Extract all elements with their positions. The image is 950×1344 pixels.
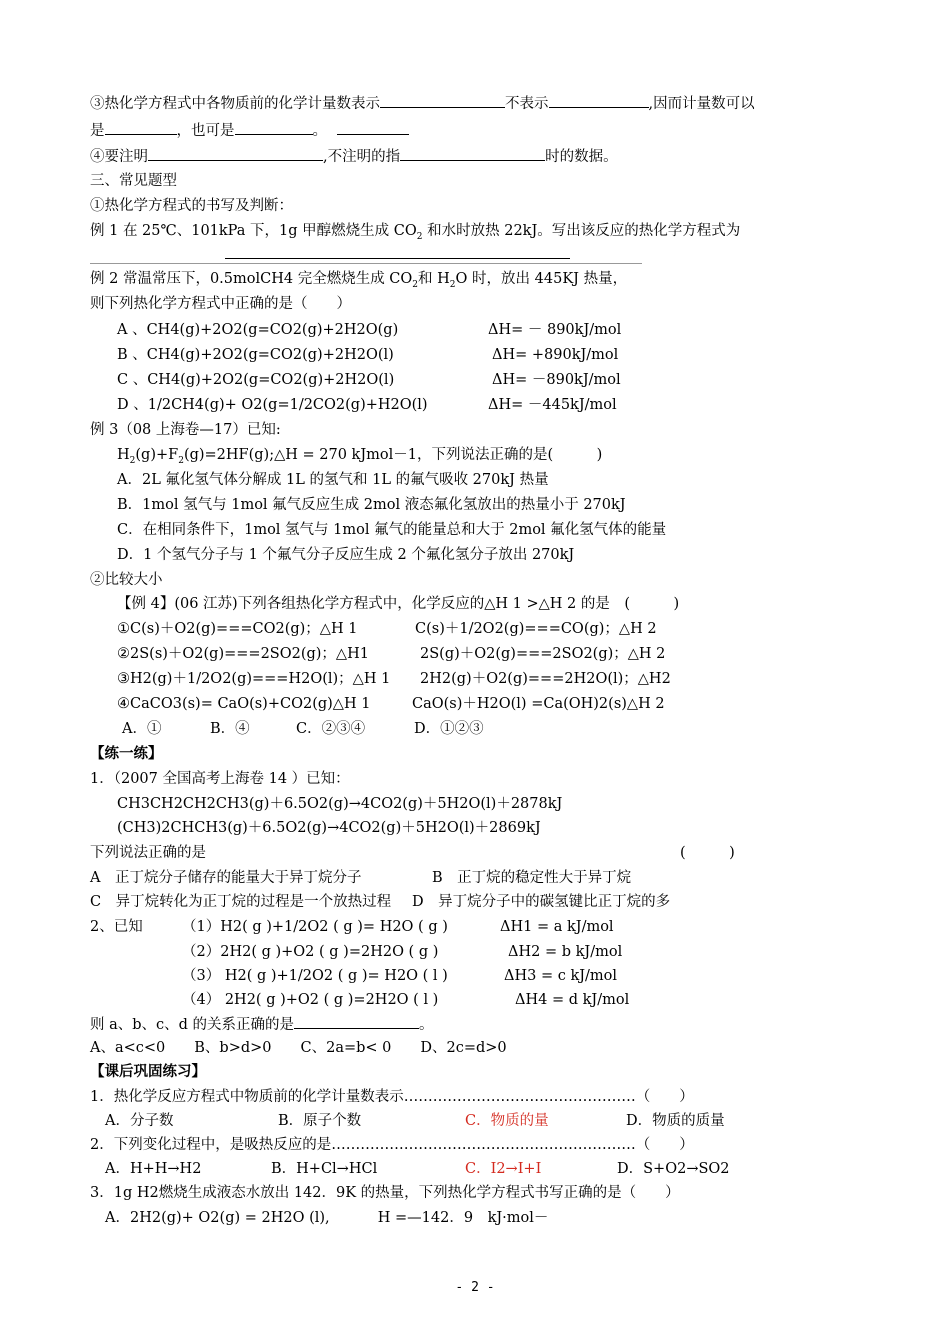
r3-option-a: A．2H2(g)+ O2(g) = 2H2O (l), H =—142．9 kJ·mol－ <box>105 1210 549 1226</box>
example-4: 【例 4】(06 江苏)下列各组热化学方程式中，化学反应的△H 1 >△H 2 的是 ( ) <box>117 596 680 612</box>
ex2-option-b: B 、CH4(g)+2O2(g=CO2(g)+2H2O(l) <box>117 347 394 363</box>
review-3: 3．1g H2燃烧生成液态水放出 142．9K 的热量，下列热化学方程式书写正确的是（ ） <box>90 1185 680 1201</box>
r1-option-b: B．原子个数 <box>278 1113 362 1129</box>
p2-dh3: ΔH3 = c kJ/mol <box>504 968 618 984</box>
review-2: 2．下列变化过程中，是吸热反应的是………………………………………………………（ ） <box>90 1137 694 1153</box>
practice-1-eq2: (CH3)2CHCH3(g)＋6.5O2(g)→4CO2(g)＋5H2O(l)＋2869kJ <box>117 820 541 836</box>
ex2-option-c: C 、CH4(g)+2O2(g=CO2(g)+2H2O(l) <box>117 372 395 388</box>
practice-2-question: 则 a、b、c、d 的关系正确的是 。 <box>90 1014 434 1035</box>
answer-paren[interactable]: ( ) <box>680 845 735 861</box>
ex4-row4-left: ④CaCO3(s)= CaO(s)+CO2(g)△H 1 <box>117 696 371 712</box>
practice-2: 2、已知 <box>90 919 143 935</box>
r2-option-c: C．I2→I+I <box>465 1161 542 1177</box>
p2-eq1: （1）H2( g )+1/2O2 ( g )= H2O ( g ) <box>182 919 448 935</box>
subheading-2: ②比较大小 <box>90 572 163 588</box>
ex2-dh-a: ΔH= － 890kJ/mol <box>488 322 622 338</box>
r1-option-d: D．物质的质量 <box>626 1113 725 1129</box>
blank[interactable] <box>148 146 323 161</box>
blank[interactable] <box>380 93 505 108</box>
p2-dh2: ΔH2 = b kJ/mol <box>508 944 623 960</box>
ex3-option-c: C．在相同条件下，1mol 氢气与 1mol 氟气的能量总和大于 2mol 氟化氢气体的能量 <box>117 522 667 538</box>
example-1: 例 1 在 25℃、101kPa 下，1g 甲醇燃烧生成 $CO_2$ 和水时放热 22kJ。写出该反应的热化学方程式为 <box>90 223 741 242</box>
s4-line: ④要注明 ,不注明的指 时的数据。 <box>90 146 618 167</box>
ex4-row1-right: C(s)＋1/2O2(g)===CO(g)；△H 2 <box>415 621 657 637</box>
ex2-option-d: D 、1/2CH4(g)+ O2(g=1/2CO2(g)+H2O(l) <box>117 397 428 413</box>
r1-option-c: C．物质的量 <box>465 1113 549 1129</box>
s3-line2: 是 ，也可是 。 <box>90 120 409 141</box>
practice-1-eq1: CH3CH2CH2CH3(g)＋6.5O2(g)→4CO2(g)＋5H2O(l)＋2878kJ <box>117 796 563 812</box>
ex4-answer-b: B．④ <box>210 721 250 737</box>
practice-1: 1．（2007 全国高考上海卷 14 ）已知： <box>90 771 350 787</box>
r2-option-a: A．H+H→H2 <box>105 1161 202 1177</box>
blank[interactable] <box>549 93 649 108</box>
ex4-row3-left: ③H2(g)＋1/2O2(g)===H2O(l)；△H 1 <box>117 671 391 687</box>
p2-dh1: ΔH1 = a kJ/mol <box>500 919 614 935</box>
example-3: 例 3（08 上海卷—17）已知: <box>90 422 281 438</box>
blank[interactable] <box>105 120 177 135</box>
ex2-dh-b: ΔH= +890kJ/mol <box>492 347 619 363</box>
ex3-option-d: D．1 个氢气分子与 1 个氟气分子反应生成 2 个氟化氢分子放出 270kJ <box>117 547 575 563</box>
example-2-question: 则下列热化学方程式中正确的是（ ） <box>90 296 351 312</box>
practice-1-question: 下列说法正确的是 <box>90 845 206 861</box>
ex4-answer-a: A．① <box>122 721 162 737</box>
blank[interactable] <box>235 120 313 135</box>
ex3-option-a: A．2L 氟化氢气体分解成 1L 的氢气和 1L 的氟气吸收 270kJ 热量 <box>117 472 549 488</box>
example-3-equation: $H_2(g)+F_2(g)=2HF(g);\triangle H = 270$ kJmol－1，下列说法正确的是( ) <box>117 447 603 466</box>
review-1: 1．热化学反应方程式中物质前的化学计量数表示…………………………………………（ ） <box>90 1089 694 1105</box>
ex2-dh-d: ΔH= －445kJ/mol <box>488 397 617 413</box>
ex4-answer-d: D．①②③ <box>414 721 484 737</box>
p1-option-c: C 异丁烷转化为正丁烷的过程是一个放热过程 <box>90 894 392 910</box>
blank[interactable] <box>400 146 545 161</box>
p2-eq3: （3） H2( g )+1/2O2 ( g )= H2O ( l ) <box>182 968 448 984</box>
p2-dh4: ΔH4 = d kJ/mol <box>515 992 630 1008</box>
ex2-dh-c: ΔH= －890kJ/mol <box>492 372 621 388</box>
r2-option-d: D．S+O2→SO2 <box>617 1161 730 1177</box>
practice-heading: 【练一练】 <box>90 745 163 762</box>
p1-option-a: A 正丁烷分子储存的能量大于异丁烷分子 <box>90 870 362 886</box>
p1-option-d: D 异丁烷分子中的碳氢键比正丁烷的多 <box>412 894 671 910</box>
r2-option-b: B．H+Cl→HCl <box>271 1161 378 1177</box>
subheading-1: ①热化学方程式的书写及判断： <box>90 198 293 214</box>
page-number: - 2 - <box>455 1280 495 1295</box>
blank[interactable] <box>294 1014 419 1029</box>
ex4-row4-right: CaO(s)＋H2O(l) =Ca(OH)2(s)△H 2 <box>412 696 665 712</box>
ex2-option-a: A 、CH4(g)+2O2(g=CO2(g)+2H2O(g) <box>117 322 399 338</box>
practice-2-answers: A、a<c<0 B、b>d>0 C、2a=b< 0 D、2c=d>0 <box>90 1040 507 1056</box>
section-heading: 三、常见题型 <box>90 173 177 189</box>
ex4-row3-right: 2H2(g)＋O2(g)===2H2O(l)；△H2 <box>420 671 671 687</box>
blank[interactable] <box>337 120 409 135</box>
answer-line[interactable] <box>225 258 570 259</box>
ex3-option-b: B．1mol 氢气与 1mol 氟气反应生成 2mol 液态氟化氢放出的热量小于 270kJ <box>117 497 626 513</box>
p2-eq4: （4） 2H2( g )+O2 ( g )=2H2O ( l ) <box>182 992 439 1008</box>
divider <box>90 263 642 264</box>
example-2: 例 2 常温常压下，0.5molCH4 完全燃烧生成 $CO_2$和 $H_2O$ 时，放出 445KJ 热量， <box>90 271 628 290</box>
s3-line1: ③热化学方程式中各物质前的化学计量数表示 不表示 ,因而计量数可以 <box>90 93 755 114</box>
p2-eq2: （2）2H2( g )+O2 ( g )=2H2O ( g ) <box>182 944 439 960</box>
ex4-row2-right: 2S(g)＋O2(g)===2SO2(g)；△H 2 <box>420 646 666 662</box>
p1-option-b: B 正丁烷的稳定性大于异丁烷 <box>432 870 632 886</box>
review-heading: 【课后巩固练习】 <box>90 1063 206 1080</box>
ex4-answer-c: C．②③④ <box>296 721 366 737</box>
ex4-row2-left: ②2S(s)＋O2(g)===2SO2(g)；△H1 <box>117 646 369 662</box>
r1-option-a: A．分子数 <box>105 1113 174 1129</box>
ex4-row1-left: ①C(s)＋O2(g)===CO2(g)；△H 1 <box>117 621 358 637</box>
